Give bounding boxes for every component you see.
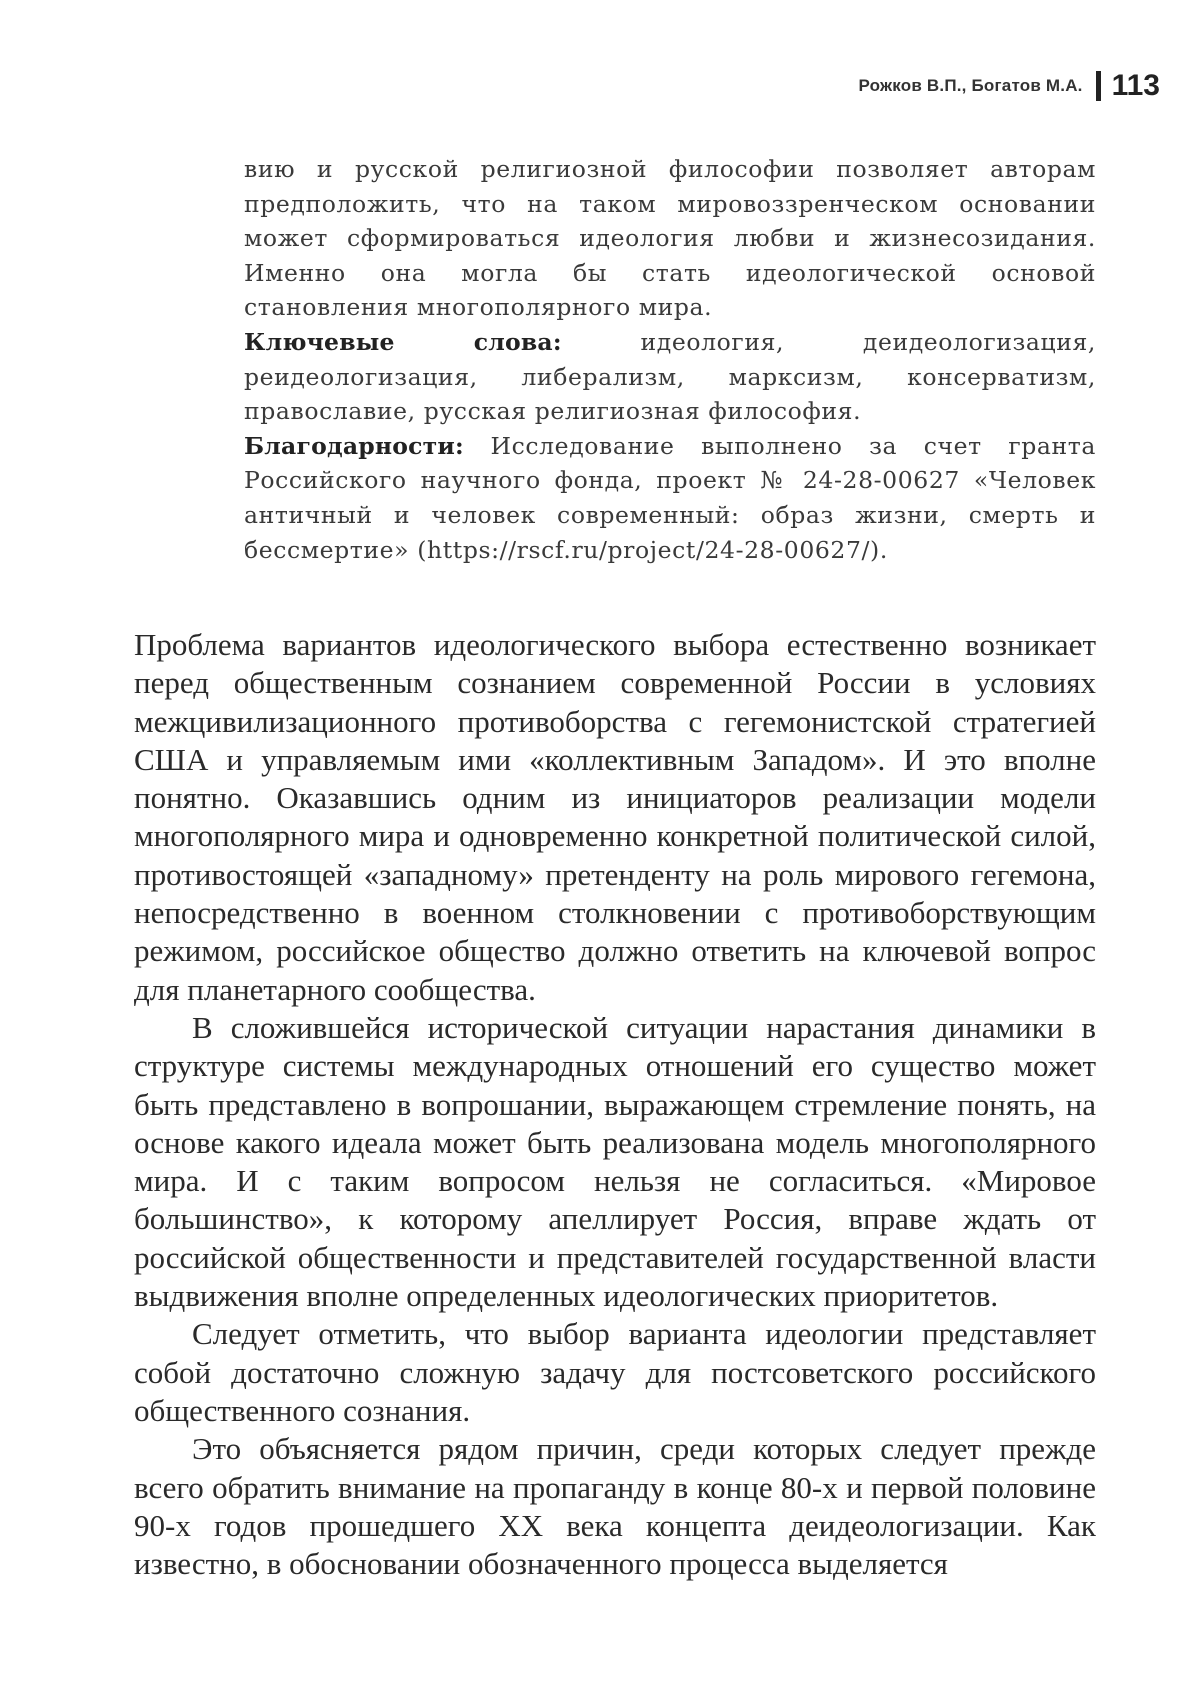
acknowledgements-text: Исследование выполнено за счет гранта Российского научного фонда, проект № 24-28-00627 «Человек античный и человек современный: образ жизни, смерть и бессмертие» (https://rscf.ru/project/24-28-00627/).: [244, 431, 1096, 564]
keywords: [244, 325, 1096, 429]
body-paragraph-3: Следует отметить, что выбор варианта идеологии представляет собой достаточно сложную задачу для постсоветского российского общественного сознания.: [134, 1316, 1096, 1428]
header-authors: Рожков В.П., Богатов М.А.: [858, 76, 1083, 95]
body-paragraph-2: В сложившейся исторической ситуации нарастания динамики в структуре системы международных отношений его существо может быть представлено в вопрошании, выражающем стремление понять, на основе какого идеала может быть реализована модель многополярного мира. И с таким вопросом нельзя не согласиться. «Мировое большинство», к которому апеллирует Россия, вправе ждать от российской общественности и представителей государственной власти выдвижения вполне определенных идеологических приоритетов.: [134, 1009, 1096, 1314]
main-text: [134, 626, 1096, 1583]
abstract-block: [244, 152, 1096, 567]
header-divider: [1096, 71, 1101, 101]
page-number: 113: [1111, 69, 1160, 102]
acknowledgements-label: Благодарности:: [244, 431, 464, 460]
body-paragraph-4: Это объясняется рядом причин, среди которых следует прежде всего обратить внимание на пропаганду в конце 80-х и первой половине 90-х годов прошедшего XX века концепта деидеологизации. Как известно, в обосновании обозначенного процесса выделяется: [134, 1431, 1096, 1582]
keywords-label: Ключевые слова:: [244, 327, 562, 356]
acknowledgements: [244, 429, 1096, 567]
keywords-text: идеология, деидеологизация, реидеологизация, либерализм, марксизм, консерватизм, православие, русская религиозная философия.: [244, 327, 1096, 426]
body-paragraph-1: Проблема вариантов идеологического выбора естественно возникает перед общественным сознанием современной России в условиях межцивилизационного противоборства с гегемонистской стратегией США и управляемым ими «коллективным Западом». И это вполне понятно. Оказавшись одним из инициаторов реализации модели многополярного мира и одновременно конкретной политической силой, противостоящей «западному» претенденту на роль мирового гегемона, непосредственно в военном столкновении с противоборствующим режимом, российское общество должно ответить на ключевой вопрос для планетарного сообщества.: [134, 627, 1096, 1007]
abstract-text: вию и русской религиозной философии позволяет авторам предположить, что на таком мировоззренческом основании может сформироваться идеология любви и жизнесозидания. Именно она могла бы стать идеологической основой становления многополярного мира.: [244, 155, 1096, 322]
running-header: [859, 62, 1160, 110]
